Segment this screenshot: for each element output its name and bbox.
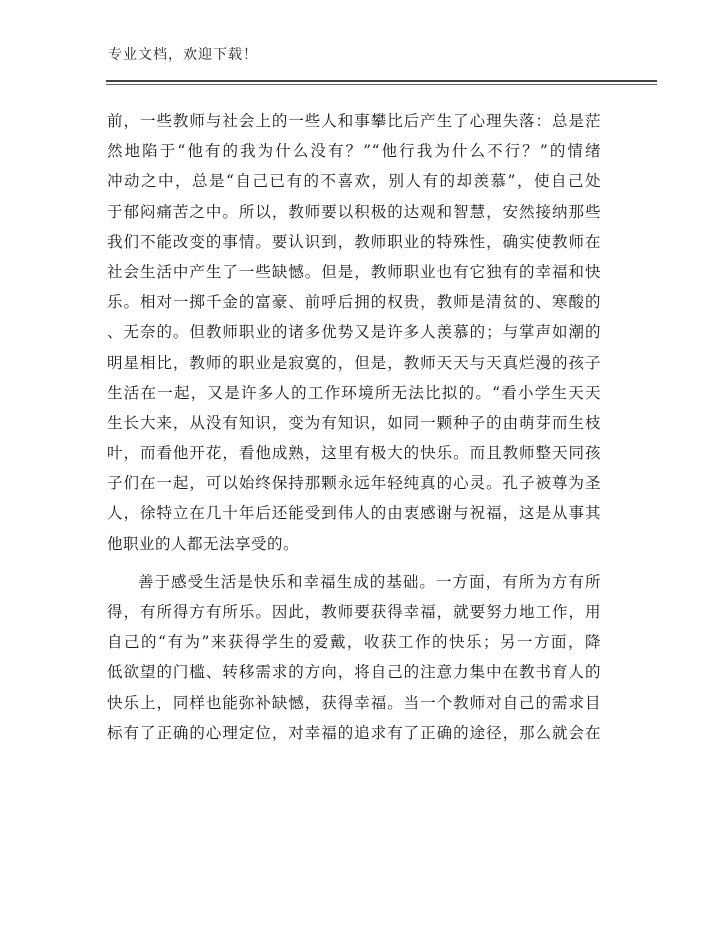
text-line: 然地陷于“他有的我为什么没有？”“他行我为什么不行？”的情绪: [107, 142, 601, 161]
text-line: 他职业的人都无法享受的。: [107, 534, 300, 553]
paragraph-1: [107, 106, 601, 559]
page-header-text: 专业文档，欢迎下载！: [108, 47, 258, 63]
text-line: 生活在一起，又是许多人的工作环境所无法比拟的。“看小学生天天: [107, 383, 601, 402]
paragraph-2: [107, 567, 601, 748]
text-line: 我们不能改变的事情。要认识到，教师职业的特殊性，确实使教师在: [107, 232, 601, 251]
text-line: 乐。相对一掷千金的富豪、前呼后拥的权贵，教师是清贫的、寒酸的: [107, 293, 601, 312]
text-line: 冲动之中，总是“自己已有的不喜欢，别人有的却羡慕”，使自己处: [107, 172, 601, 191]
text-line: 善于感受生活是快乐和幸福生成的基础。一方面，有所为方有所: [138, 572, 601, 591]
text-line: 社会生活中产生了一些缺憾。但是，教师职业也有它独有的幸福和快: [107, 262, 601, 281]
text-line: 低欲望的门槛、转移需求的方向，将自己的注意力集中在教书育人的: [107, 663, 601, 682]
text-line: 生长大来，从没有知识，变为有知识，如同一颗种子的由萌芽而生枝: [107, 413, 601, 432]
text-line: 明星相比，教师的职业是寂寞的，但是，教师天天与天真烂漫的孩子: [107, 353, 601, 372]
text-line: 标有了正确的心理定位，对幸福的追求有了正确的途径，那么就会在: [107, 723, 601, 742]
text-line: 前，一些教师与社会上的一些人和事攀比后产生了心理失落：总是茫: [107, 112, 601, 130]
text-line: 叶，而看他开花，看他成熟，这里有极大的快乐。而且教师整天同孩: [107, 444, 601, 463]
text-line: 得，有所得方有所乐。因此，教师要获得幸福，就要努力地工作，用: [107, 603, 601, 621]
header-rule-thick: [106, 80, 657, 82]
document-body: [107, 106, 601, 748]
text-line: 快乐上，同样也能弥补缺憾，获得幸福。当一个教师对自己的需求目: [107, 693, 601, 712]
text-line: 人，徐特立在几十年后还能受到伟人的由衷感谢与祝福，这是从事其: [107, 504, 601, 523]
header-rule-thin: [106, 84, 657, 85]
text-line: 、无奈的。但教师职业的诸多优势又是许多人羡慕的；与掌声如潮的: [107, 323, 601, 342]
text-line: 于郁闷痛苦之中。所以，教师要以积极的达观和智慧，安然接纳那些: [107, 202, 601, 221]
text-line: 子们在一起，可以始终保持那颗永远年轻纯真的心灵。孔子被尊为圣: [107, 474, 601, 493]
text-line: 自己的“有为”来获得学生的爱戴，收获工作的快乐；另一方面，降: [107, 633, 601, 652]
paragraph-gap: [107, 559, 601, 567]
